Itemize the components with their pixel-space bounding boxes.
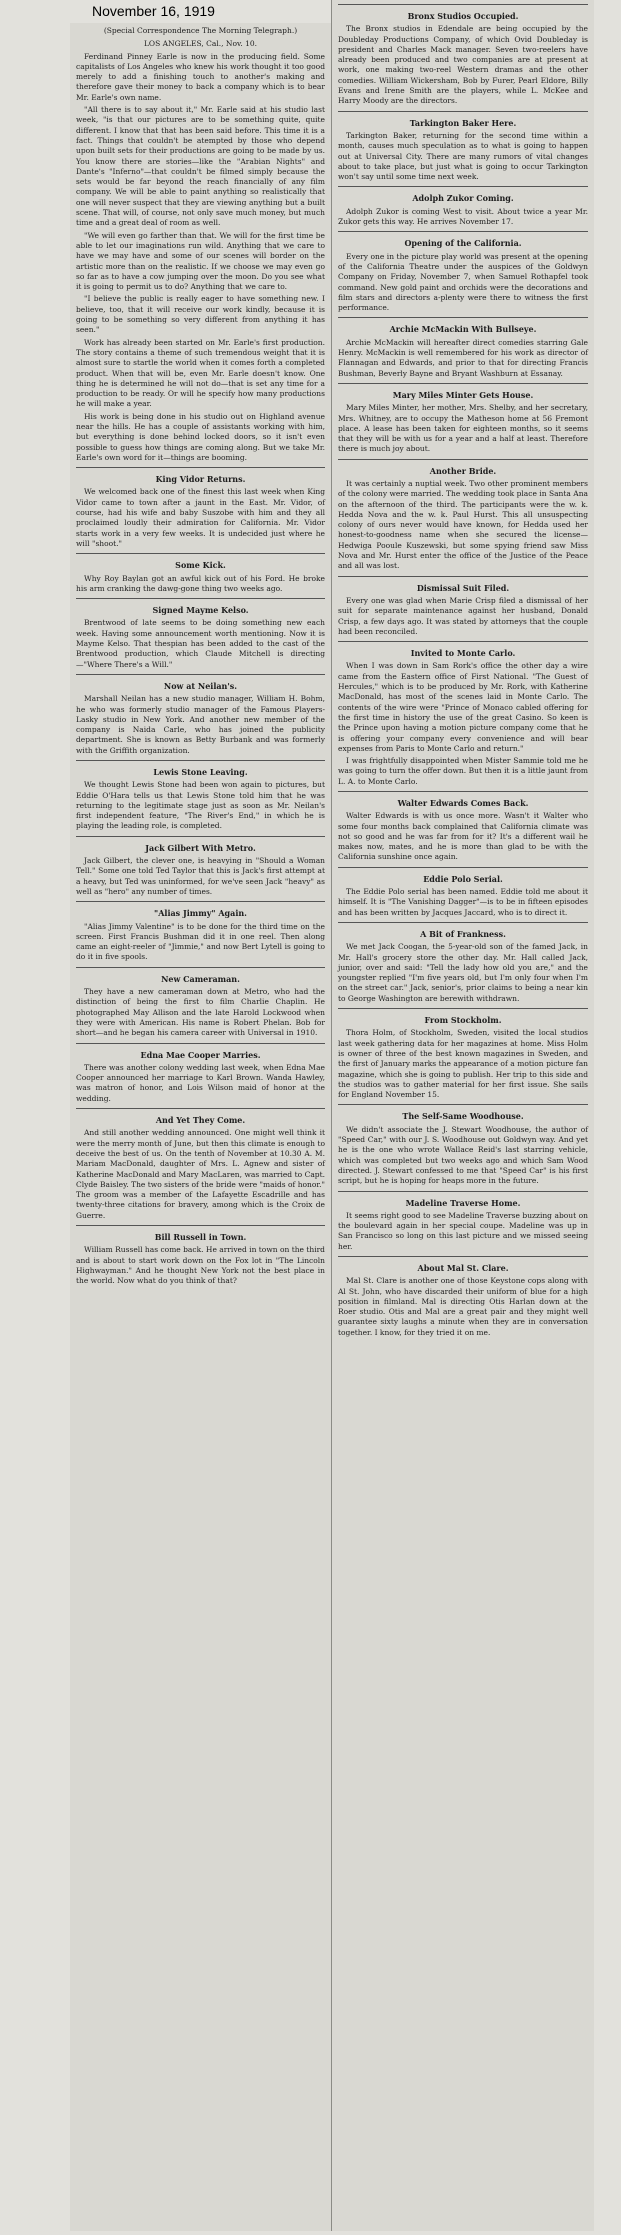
section-heading: Adolph Zukor Coming. [412,193,514,204]
news-item [70,1108,331,1221]
news-item [332,576,594,637]
article-paragraph: "Alias Jimmy Valentine" is to be done for the third time on the screen. First Francis Bushman did it in one reel. Then along came an eight-reeler of "Jimmie," and now Bert Lytell is going to do it in five spools. [76,921,325,962]
news-item [332,459,594,572]
right-column [331,0,594,2231]
section-divider [76,967,325,968]
section-divider [338,4,588,5]
article-paragraph: The Eddie Polo serial has been named. Eddie told me about it himself. It is "The Vanishing Dagger"—is to be in fifteen episodes and has been written by Jacques Jaccard, who is to direct it. [338,887,588,917]
article-paragraph: Why Roy Baylan got an awful kick out of his Ford. He broke his arm cranking the dawg-gone thing two weeks ago. [76,573,325,593]
section-heading: Some Kick. [175,560,226,571]
section-heading: Mary Miles Minter Gets House. [392,389,534,400]
section-heading: Opening of the California. [404,238,522,249]
article-paragraph: We didn't associate the J. Stewart Woodhouse, the author of "Speed Car," with our J. S. Woodhouse out Goldwyn way. And yet he is the one who wrote Wallace Reid's last starring vehicle, which was completed but two weeks ago and which Sam Wood directed. J. Stewart confessed to me that "Speed Car" is his first script, but he is hoping for heaps more in the future. [338,1124,588,1186]
article-paragraph: "All there is to say about it," Mr. Earle said at his studio last week, "is that our pictures are to be something quite, quite different. I know that that has been said before. This time it is a fact. Things that couldn't be atempted by those who depend upon built sets for their productions are going to be made by us. You know there are stories—like the "Arabian Nights" and Dante's "Inferno"—that couldn't be filmed simply because the sets would be far beyond the reach financially of any film company. We will be able to paint anything so realistically that one will never suspect that they are viewing anything but a built scene. That will, of course, not only save much money, but much time and a great deal of room as well. [76,105,325,228]
article-paragraph: They have a new cameraman down at Metro, who had the distinction of being the first to film Charlie Chaplin. He photographed May Allison and the late Harold Lockwood when they were with American. His name is Robert Phelan. Bob for short—and he began his camera career with Universal in 1910. [76,987,325,1038]
article-paragraph: His work is being done in his studio out on Highland avenue near the hills. He has a couple of assistants working with him, but everything is done behind locked doors, so it isn't even possible to guess how things are coming along. But we take Mr. Earle's own word for it—things are booming. [76,411,325,462]
article-paragraph: Thora Holm, of Stockholm, Sweden, visited the local studios last week gathering data for her magazines at home. Miss Holm is owner of three of the best known magazines in Sweden, and the first of January marks the appearance of a motion picture fan magazine, which she is going to publish. Her trip to this side and the studios was to gather material for her first issue. She sails for England November 15. [338,1028,588,1100]
section-divider [76,467,325,468]
section-heading: Madeline Traverse Home. [405,1197,521,1208]
section-heading: A Bit of Frankness. [420,928,506,939]
section-divider [338,576,588,577]
news-item [70,967,331,1039]
section-heading: Tarkington Baker Here. [409,117,517,128]
news-item [332,1191,594,1252]
section-divider [338,317,588,318]
section-heading: From Stockholm. [424,1015,502,1026]
left-column [70,23,331,2231]
article-paragraph: The Bronx studios in Edendale are being occupied by the Doubleday Productions Company, of which Ovid Doubleday is president and Charles Mack manager. Seven two-reelers have already been produced and two companies are at present at work, one making two-reel Western dramas and the other comedies. William Wickersham, Bob by Furer, Pearl Eldore, Billy Evans and Irene Smith are the players, while L. McKee and Harry Moody are the directors. [338,24,588,106]
article-paragraph: "We will even go farther than that. We will for the first time be able to let our imaginations run wild. Anything that we care to have we may have and some of our scenes will border on the artistic more than on the realistic. If we choose we may even go so far as to have a cow jumping over the moon. Do you see what it is going to permit us to do? Anything that we care to. [76,230,325,292]
clipping-date: November 16, 1919 [92,3,215,19]
article-paragraph: Mary Miles Minter, her mother, Mrs. Shelby, and her secretary, Mrs. Whitney, are to occupy the Matheson home at 56 Fremont place. A lease has been taken for eighteen months, so it seems that they will be with us for a year and a half at least. Therefore there is much joy about. [338,403,588,454]
article-paragraph: We met Jack Coogan, the 5-year-old son of the famed Jack, in Mr. Hall's grocery store the other day. Mr. Hall called Jack, junior, over and said: "Tell the lady how old you are," and the youngster replied "I'm five years old, but I'm only four when I'm on the street car." Jack, senior's, prior claims to being a near kin to George Washington are berewith withdrawn. [338,942,588,1003]
news-item [332,641,594,787]
news-item [332,231,594,313]
news-item [70,1225,331,1286]
section-heading: Bill Russell in Town. [154,1231,247,1242]
news-item [70,1043,331,1104]
article-paragraph: When I was down in Sam Rork's office the other day a wire came from the Eastern office of First National. "The Guest of Hercules," which is to be produced by Mr. Rork, with Katherine MacDonald, has most of the scenes laid in Monte Carlo. The contents of the wire were "Prince of Monaco cabled offering for the first time in history the use of the great Casino. So keen is the Prince upon having a motion picture company come that he is offering your company every convenience and will bear expenses from Paris to Monte Carlo and return." [338,661,588,753]
section-heading: Lewis Stone Leaving. [153,767,248,777]
news-item [70,674,331,756]
section-divider [338,1256,588,1257]
article-paragraph: William Russell has come back. He arrived in town on the third and is about to start work down on the Fox lot in "The Lincoln Highwayman." And he thought New York not the best place in the world. Now what do you think of that? [76,1245,325,1286]
article-paragraph: Tarkington Baker, returning for the second time within a month, causes much speculation as to what is going to happen out at Universal City. There are many rumors of vital changes about to take place, but just what is going to occur Tarkington won't say until some time next week. [338,130,588,182]
section-divider [338,791,588,792]
section-divider [338,383,588,384]
article-paragraph: It seems right good to see Madeline Traverse buzzing about on the boulevard again in her special coupe. Madeline was up in San Francisco so long on this last picture and we missed seeing her. [338,1210,588,1251]
article-paragraph: Ferdinand Pinney Earle is now in the producing field. Some capitalists of Los Angeles who knew his work thought it too good merely to add a finishing touch to another's making and therefore gave their money to back a company which is to bear Mr. Earle's own name. [76,51,325,102]
section-divider [338,1191,588,1192]
news-item [332,791,594,863]
news-item [70,760,331,832]
section-divider [338,1104,588,1105]
section-heading: Another Bride. [429,465,497,476]
section-heading: New Cameraman. [161,973,240,984]
article-paragraph: We thought Lewis Stone had been won again to pictures, but Eddie O'Hara tells us that Lewis Stone told him that he was returning to the legitimate stage just as soon as Mr. Neilan's first independent feature, "The River's End," in which he is playing the leading role, is completed. [76,780,325,831]
section-heading: Edna Mae Cooper Marries. [140,1049,261,1060]
news-item [332,4,594,107]
section-divider [76,901,325,902]
article-paragraph: We welcomed back one of the finest this last week when King Vidor came to town after a jaunt in the East. Mr. Vidor, of course, had his wife and baby Suszobe with him and they all proclaimed loudly their admiration for California. Mr. Vidor starts work in a very few weeks. It is undecided just where he will "shoot." [76,487,325,548]
dateline: LOS ANGELES, Cal., Nov. 10. [143,39,258,49]
news-item [70,598,331,670]
section-heading: Bronx Studios Occupied. [407,11,519,21]
article-paragraph: Walter Edwards is with us once more. Wasn't it Walter who some four months back complained that California climate was not so good and he was far from for it? It's a different wail he makes now, mates, and he is more than glad to be with the California sunshine once again. [338,811,588,862]
section-divider [338,1008,588,1009]
news-item [70,901,331,962]
news-item [332,1256,594,1338]
section-heading: About Mal St. Clare. [417,1262,509,1273]
section-divider [76,598,325,599]
article-paragraph: Every one in the picture play world was present at the opening of the California Theatre under the auspices of the Goldwyn Company on Friday, November 7, when Samuel Rothapfel took command. New gold paint and orchids were the decorations and film stars and directors a-plenty were there to witness the first performance. [338,251,588,313]
news-item [332,922,594,1004]
section-divider [76,674,325,675]
section-divider [338,641,588,642]
section-heading: Dismissal Suit Filed. [416,582,510,593]
section-heading: King Vidor Returns. [155,474,246,485]
article-paragraph: I was frightfully disappointed when Mister Sammie told me he was going to turn the offer down. But then it is a little jaunt from L. A. to Monte Carlo. [338,756,588,786]
article-paragraph: Adolph Zukor is coming West to visit. About twice a year Mr. Zukor gets this way. He arrives November 17. [338,206,588,227]
article-paragraph: Every one was glad when Marie Crisp filed a dismissal of her suit for separate maintenance against her husband, Donald Crisp, a few days ago. It was stated by attorneys that the couple had been reconciled. [338,595,588,636]
article-paragraph: "I believe the public is really eager to have something new. I believe, too, that it will receive our work kindly, because it is going to be something so very different from anything it has seen." [76,294,325,335]
section-divider [76,836,325,837]
section-divider [76,1108,325,1109]
news-item [332,383,594,455]
section-heading: Now at Neilan's. [163,680,238,691]
news-item [332,317,594,378]
section-divider [76,1225,325,1226]
news-item [70,467,331,549]
article-paragraph: And still another wedding announced. One might well think it were the merry month of June, but then this climate is enough to deceive the best of us. On the tenth of November at 10.30 A. M. Mariam MacDonald, daughter of Mrs. L. Agnew and sister of Katherine MacDonald and Mary MacLaren, was married to Capt. Clyde Baisley. The two sisters of the bride were "maids of honor." The groom was a member of the Lafayette Escadrille and has twenty-three citations for bravery, among which is the Croix de Guerre. [76,1128,325,1220]
news-item [70,553,331,594]
section-heading: "Alias Jimmy" Again. [154,908,247,919]
news-item [332,111,594,183]
section-heading: Walter Edwards Comes Back. [397,798,529,808]
news-item [332,1104,594,1186]
article-paragraph: Jack Gilbert, the clever one, is heavying in "Should a Woman Tell." Some one told Ted Taylor that this is Jack's first attempt at a heavy, but Ted was uninformed, for we've seen Jack "heavy" as well as "hero" any number of times. [76,856,325,896]
section-divider [338,459,588,460]
section-heading: Archie McMackin With Bullseye. [389,324,537,335]
section-divider [76,553,325,554]
article-paragraph: Brentwood of late seems to be doing something new each week. Having some announcement worth mentioning. Now it is Mayme Kelso. That thespian has been added to the cast of the Brentwood production, which Claude Mitchell is directing—"Where There's a Will." [76,618,325,669]
section-heading: And Yet They Come. [155,1115,246,1126]
news-item [332,186,594,227]
section-heading: Eddie Polo Serial. [423,873,503,884]
left-sections [70,467,331,1286]
news-item [332,867,594,918]
section-divider [338,231,588,232]
right-sections [332,4,594,1338]
article-paragraph: Marshall Neilan has a new studio manager, William H. Bohm, he who was formerly studio manager of the Famous Players-Lasky studio in New York. And another new member of the company is Naida Carle, who has joined the publicity department. She is known as Betty Burbank and was formerly with the Griffith organization. [76,694,325,755]
section-divider [76,1043,325,1044]
article-paragraph: Archie McMackin will hereafter direct comedies starring Gale Henry. McMackin is well remembered for his work as director of Flannagan and Edwards, and prior to that for directing Francis Bushman, Beverly Bayne and Bryant Washburn at Essanay. [338,337,588,378]
section-heading: The Self-Same Woodhouse. [402,1111,524,1122]
section-divider [338,867,588,868]
section-divider [338,111,588,112]
article-paragraph: There was another colony wedding last week, when Edna Mae Cooper announced her marriage to Karl Brown. Wanda Hawley, was matron of honor, and Lois Wilson maid of honor at the wedding. [76,1062,325,1103]
section-heading: Signed Mayme Kelso. [152,605,249,616]
section-heading: Invited to Monte Carlo. [410,648,516,659]
section-divider [76,760,325,761]
news-item [332,1008,594,1100]
lead-story [70,52,331,464]
section-divider [338,186,588,187]
correspondence-credit: (Special Correspondence The Morning Telegraph.) [103,26,298,35]
article-paragraph: Mal St. Clare is another one of those Keystone cops along with Al St. John, who have discarded their uniform of blue for a high position in filmland. Mal is directing Otis Harlan down at the Roer studio. Otis and Mal are a great pair and they might well guarantee sixty laughs a minute when they are in conversation together. I know, for they tried it on me. [338,1276,588,1337]
section-heading: Jack Gilbert With Metro. [145,842,256,853]
article-paragraph: It was certainly a nuptial week. Two other prominent members of the colony were married. The wedding took place in Santa Ana on the afternoon of the third. The participants were the w. k. Hedda Nova and the w. k. Paul Hurst. This all unsuspecting colony of ours never would have known, for Hedda used her honest-to-goodness name when she secured the license—Hedwiga Pooule Kuszewski, but some spying friend saw Miss Nova and Mr. Hurst enter the office of the Justice of the Peace and all was lost. [338,478,588,571]
section-divider [338,922,588,923]
news-item [70,836,331,897]
article-paragraph: Work has already been started on Mr. Earle's first production. The story contains a theme of such tremendous weight that it is almost sure to startle the world when it comes forth a completed product. When that will be, even Mr. Earle doesn't know. One thing he is determined he will not do—that is set any time for a production to be ready. Or will he specify how many productions he will make a year. [76,337,325,409]
